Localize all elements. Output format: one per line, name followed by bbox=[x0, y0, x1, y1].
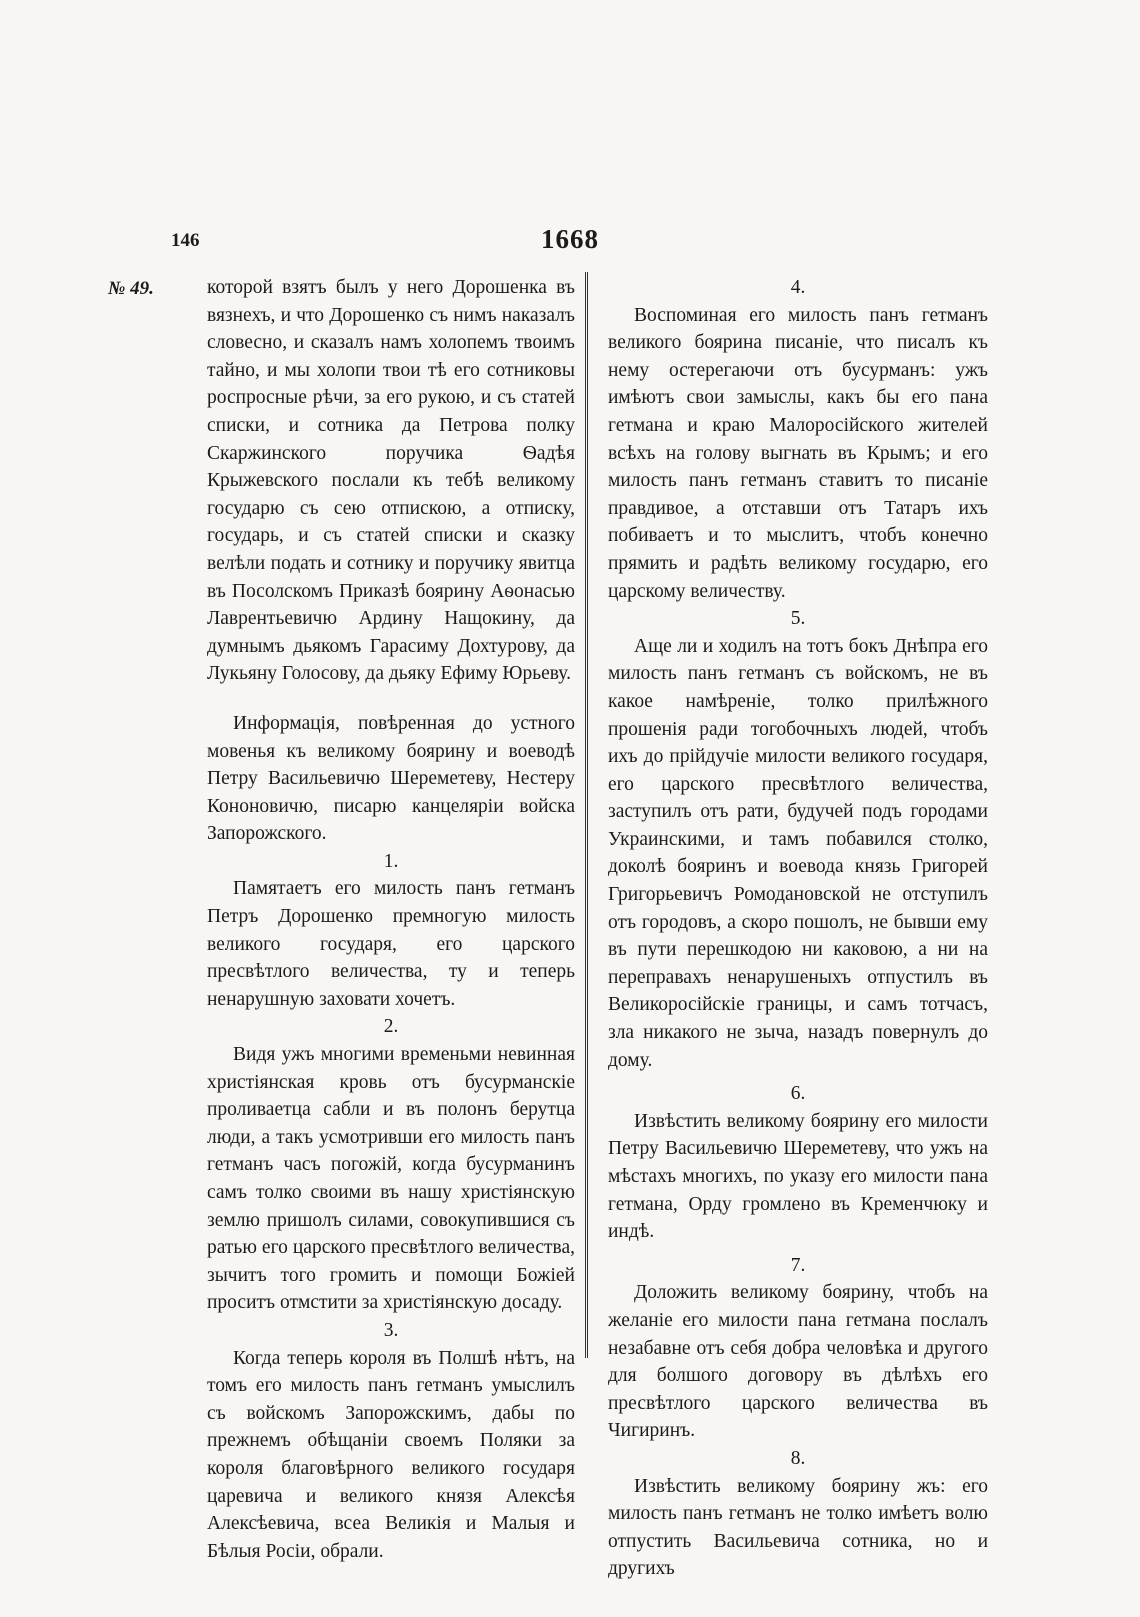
page-number: 146 bbox=[171, 230, 200, 251]
section-number-4: 4. bbox=[790, 277, 806, 298]
left-column bbox=[207, 274, 575, 1565]
paragraph-continuation: которой взятъ былъ у него Дорошенка въ вязнехъ, и что Дорошенко съ нимъ наказалъ словесно, и сказалъ намъ холопемъ твоимъ тайно, и мы холопи твои тѣ его сотниковы роспросные рѣчи, за его рукою, и съ статей списки, и сотника да Петрова полку Скаржинского поручика Ѳадѣя Крыжевского послали къ тебѣ великому государю съ сею отпискою, а отписку, государь, и съ статей списки и сказку велѣли подать и сотнику и поручику явитца въ Посолскомъ Приказѣ боярину Аѳонасью Лаврентьевичю Ардину Нащокину, да думнымъ дьякомъ Гарасиму Дохтурову, да Лукьяну Голосову, да дьяку Ефиму Юрьеву. bbox=[207, 277, 575, 685]
paragraph-section-7: Доложить великому боярину, чтобъ на желанiе его милости пана гетмана послалъ незабавне отъ себя добра человѣка и другого для болшого договору въ дѣлѣхъ его пресвѣтлого царского величества въ Чигиринъ. bbox=[608, 1282, 988, 1442]
section-number-8: 8. bbox=[790, 1447, 806, 1469]
paragraph-information-heading: Информація, повѣренная до устного мовенья къ великому боярину и воеводѣ Петру Васильевичю Шереметеву, Нестеру Кононовичю, писарю канцелярiи войска Запорожского. bbox=[207, 712, 575, 845]
section-number-1: 1. bbox=[383, 850, 399, 872]
section-number-6: 6. bbox=[790, 1083, 806, 1105]
paragraph-section-3: Когда теперь короля въ Полшѣ нѣтъ, на томъ его милость панъ гетманъ умыслилъ съ войскомъ Запорожскимъ, дабы по прежнемъ обѣщанiи своемъ Поляки за короля благовѣрного великого государя царевича и великого князя Алексѣя Алексѣевича, всеа Великiя и Малыя и Бѣлыя Росiи, обрали. bbox=[207, 1347, 575, 1562]
document-number: № 49. bbox=[108, 278, 154, 299]
paragraph-section-4: Воспоминая его милость панъ гетманъ великого боярина писанiе, что писалъ къ нему остерегаючи отъ бусурманъ: ужъ имѣютъ свои замыслы, какъ бы его пана гетмана и краю Малоросiйского жителей всѣхъ на голову выгнать въ Крымъ; и его милость панъ гетманъ ставитъ то писанiе правдивое, а отставши отъ Татаръ ихъ побиваетъ и то мыслитъ, чтобъ конечно прямить и радѣть великому государю, его царскому величеству. bbox=[608, 304, 988, 602]
paragraph-section-6: Извѣстить великому боярину его милости Петру Васильевичю Шереметеву, что ужъ на мѣстахъ многихъ, по указу его милости пана гетмана, Орду громлено въ Кременчюку и индѣ. bbox=[608, 1110, 988, 1243]
column-divider bbox=[585, 272, 588, 1358]
paragraph-section-2: Видя ужъ многими временьми невинная христiянская кровь отъ бусурманскiе проливаетца сабли и въ полонъ берутца люди, а такъ усмотривши его милость панъ гетманъ часъ погожій, когда бусурманинъ самъ толко своими въ нашу христiянскую землю пришолъ силами, совокупившися съ ратью его царского пресвѣтлого величества, зычитъ того громить и помощи Божiей проситъ отмстити за христiянскую досаду. bbox=[207, 1044, 575, 1314]
right-column bbox=[608, 274, 988, 1583]
page-year: 1668 bbox=[541, 224, 599, 254]
section-number-5: 5. bbox=[790, 608, 806, 630]
paragraph-section-1: Памятаетъ его милость панъ гетманъ Петръ Дорошенко премногую милость великого государя, его царского пресвѣтлого величества, ту и теперь ненарушную заховати хочетъ. bbox=[207, 878, 575, 1010]
section-number-7: 7. bbox=[790, 1254, 806, 1276]
section-number-3: 3. bbox=[383, 1319, 399, 1341]
spacer bbox=[207, 688, 575, 710]
paragraph-section-5: Аще ли и ходилъ на тотъ бокъ Днѣпра его милость панъ гетманъ съ войскомъ, не въ какое намѣренiе, толко прилѣжного прошенiя ради тогобочныхъ людей, чтобъ ихъ до прiйдучiе милости великого государя, его царского пресвѣтлого величества, заступилъ отъ рати, будучей подъ городами Украинскими, и тамъ побавился столко, доколѣ бояринъ и воевода князь Григорей Григорьевичъ Ромодановской не отступилъ отъ городовъ, а скоро пошолъ, не бывши ему въ пути перешкодою ни каковою, а ни на переправахъ ненарушеныхъ отпустилъ въ Великоросiйскiе границы, и самъ тотчасъ, зла никакого не зыча, назадъ повернулъ до дому. bbox=[608, 635, 988, 1071]
paragraph-section-8: Извѣстить великому боярину жъ: его милость панъ гетманъ не толко имѣетъ волю отпустить Васильевича сотника, но и другихъ bbox=[608, 1475, 988, 1580]
section-number-2: 2. bbox=[383, 1016, 399, 1038]
